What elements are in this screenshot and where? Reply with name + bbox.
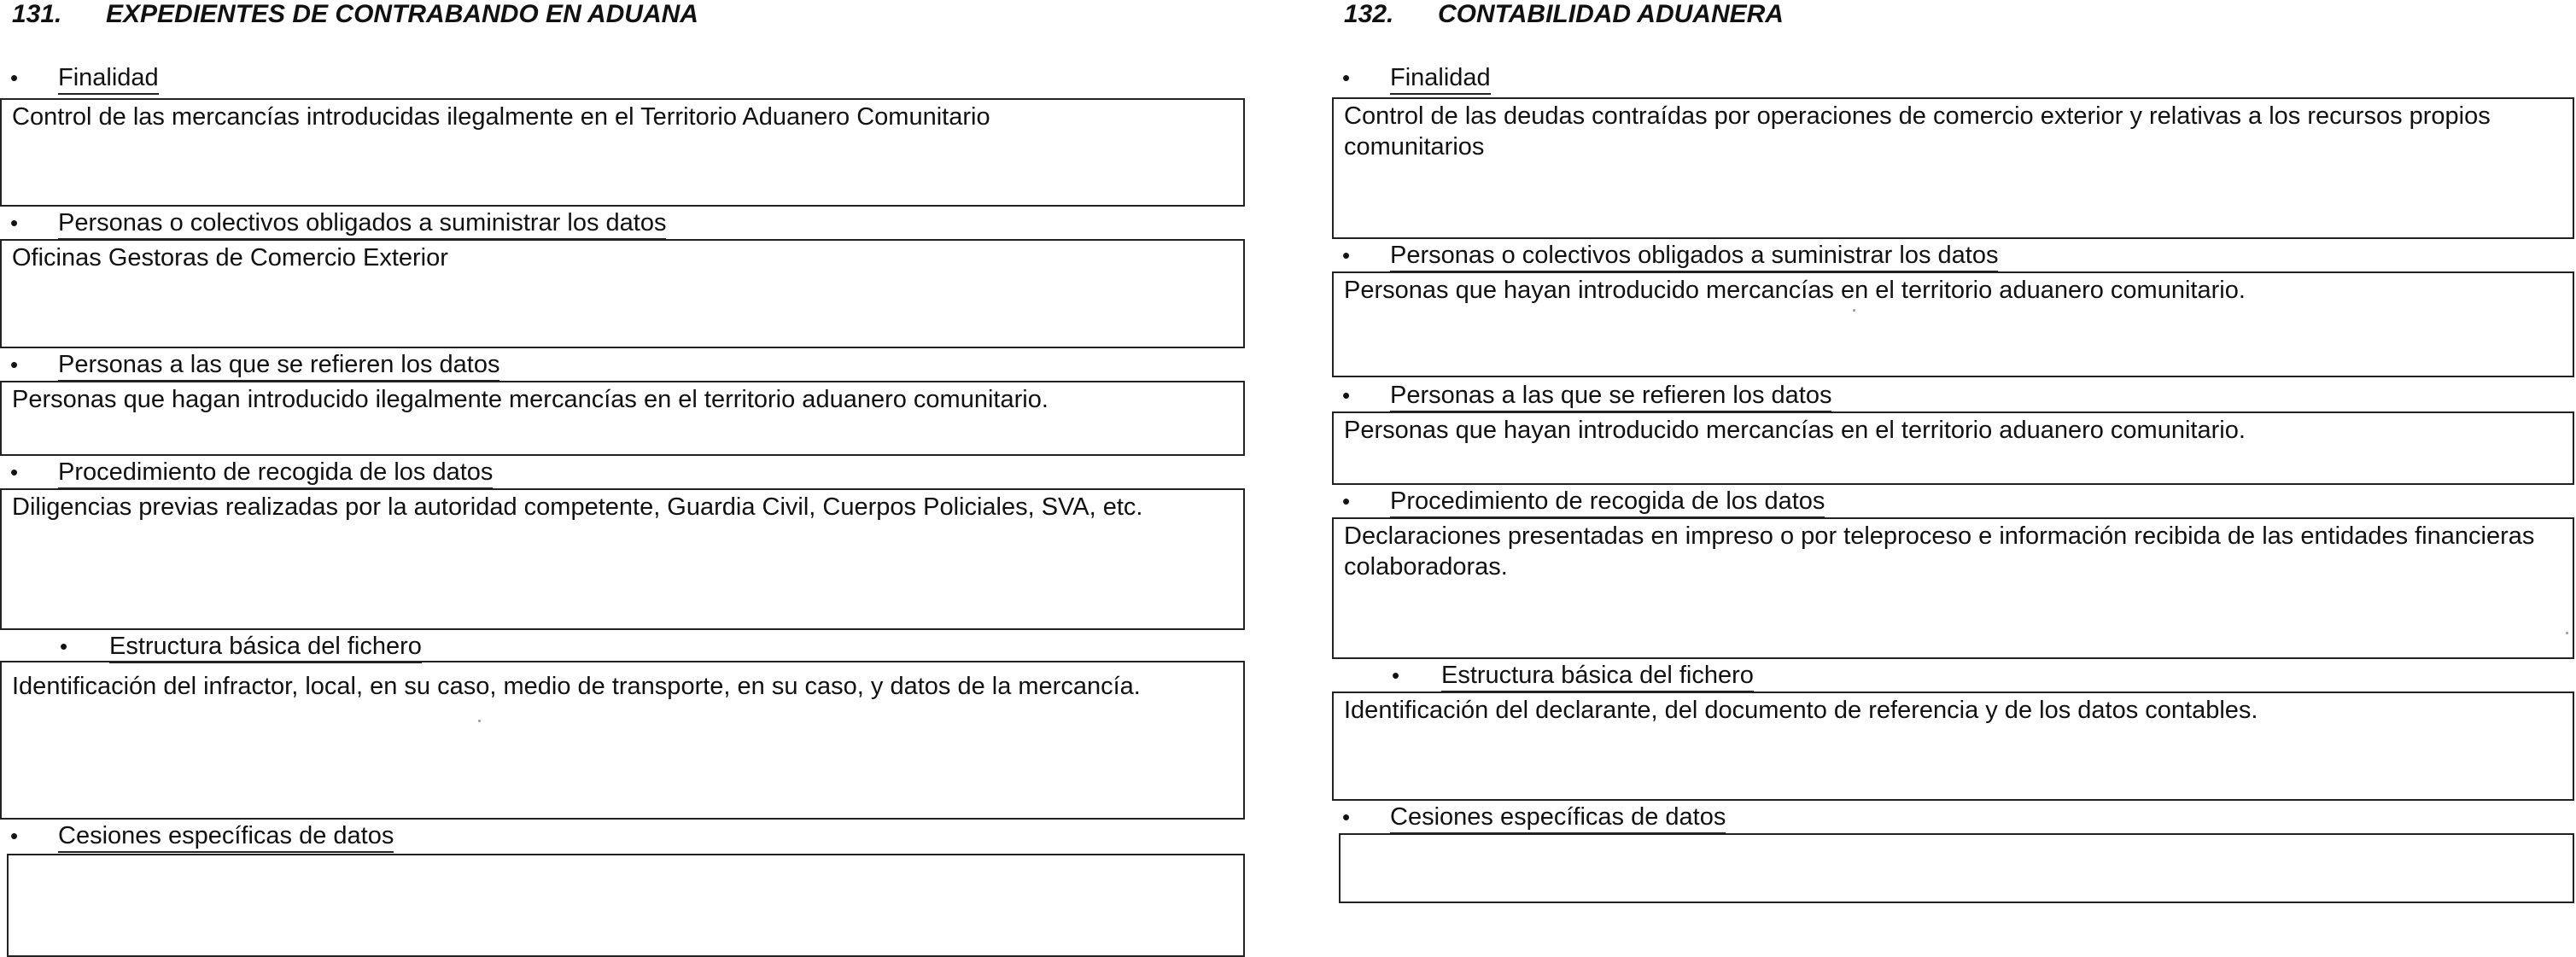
bullet-icon: • — [1392, 662, 1400, 688]
bullet-icon: • — [10, 352, 19, 377]
field-value-personas-referidas: Personas que hayan introducido mercancías en el territorio aduanero comunitario. — [1332, 411, 2574, 485]
field-value-personas-obligadas: Oficinas Gestoras de Comercio Exterior — [0, 239, 1245, 348]
bullet-icon: • — [1342, 242, 1351, 268]
bullet-icon: • — [1342, 65, 1351, 90]
bullet-icon: • — [1342, 804, 1351, 830]
bullet-icon: • — [1342, 382, 1351, 408]
scan-speck — [2566, 632, 2568, 634]
file-title — [12, 0, 698, 29]
field-value-personas-obligadas: Personas que hayan introducido mercancías en el territorio aduanero comunitario. — [1332, 271, 2574, 377]
field-value-finalidad: Control de las mercancías introducidas ilegalmente en el Territorio Aduanero Comunitario — [0, 98, 1245, 207]
field-value-cesiones — [1339, 833, 2574, 903]
field-value-cesiones — [7, 854, 1245, 957]
bullet-icon: • — [10, 823, 19, 849]
file-title — [1344, 0, 1784, 29]
bullet-icon: • — [10, 459, 19, 485]
field-value-estructura: Identificación del infractor, local, en su caso, medio de transporte, en su caso, y datos de la mercancía. — [0, 661, 1245, 820]
field-value-estructura: Identificación del declarante, del documento de referencia y de los datos contables. — [1332, 691, 2574, 801]
field-value-procedimiento: Declaraciones presentadas en impreso o por teleproceso e información recibida de las entidades financieras colaboradoras. — [1332, 517, 2574, 659]
bullet-icon: • — [60, 633, 68, 659]
scan-speck — [478, 720, 481, 722]
file-title-text: CONTABILIDAD ADUANERA — [1438, 0, 1784, 28]
file-number: 132. — [1344, 0, 1394, 28]
field-value-procedimiento: Diligencias previas realizadas por la autoridad competente, Guardia Civil, Cuerpos Policiales, SVA, etc. — [0, 488, 1245, 630]
bullet-icon: • — [10, 65, 19, 90]
scan-speck — [1853, 309, 1855, 312]
field-value-personas-referidas: Personas que hagan introducido ilegalmente mercancías en el territorio aduanero comunitario. — [0, 381, 1245, 456]
file-title-text: EXPEDIENTES DE CONTRABANDO EN ADUANA — [106, 0, 698, 28]
bullet-icon: • — [10, 210, 19, 236]
bullet-icon: • — [1342, 488, 1351, 514]
field-value-finalidad: Control de las deudas contraídas por operaciones de comercio exterior y relativas a los recursos propios comunitarios — [1332, 97, 2574, 239]
file-number: 131. — [12, 0, 62, 28]
